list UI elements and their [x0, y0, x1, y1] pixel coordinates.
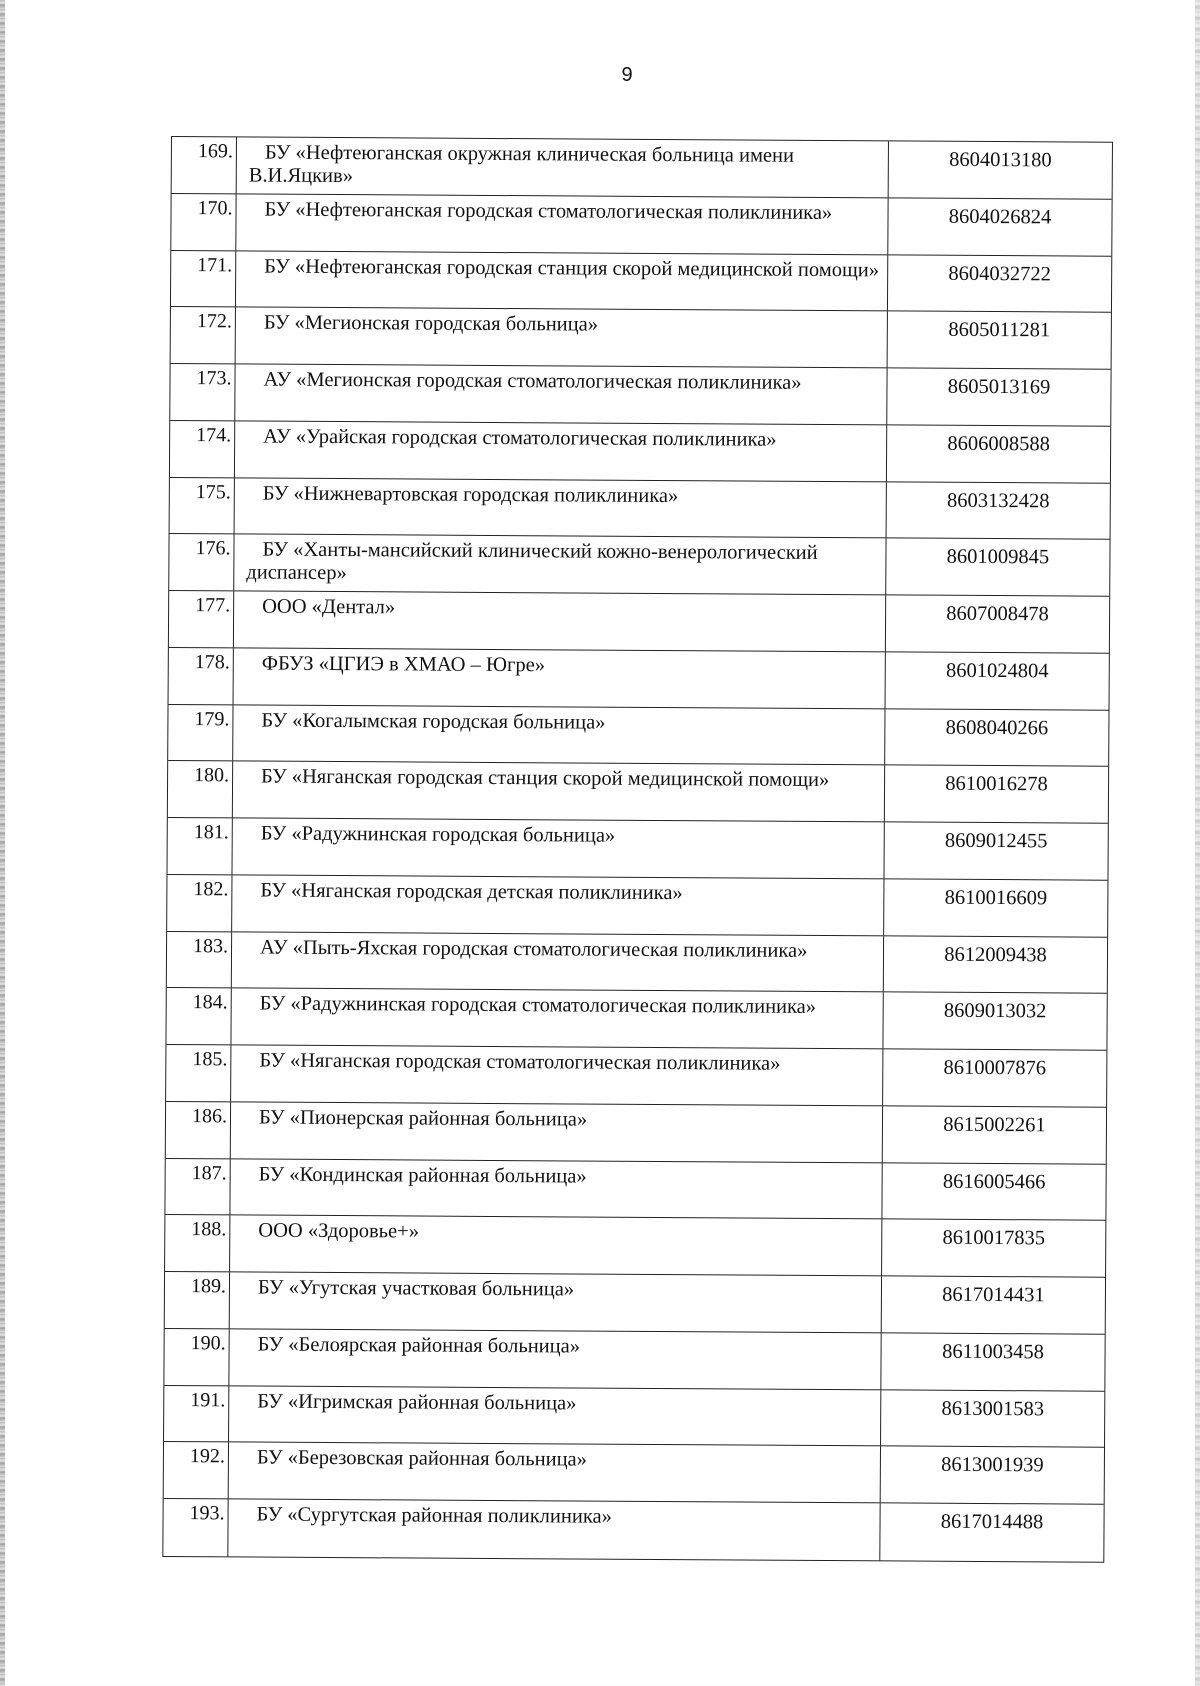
- table-row: [166, 1045, 1106, 1107]
- organization-name: БУ «Березовская районная больница»: [229, 1443, 881, 1503]
- organization-name: БУ «Кондинская районная больница»: [230, 1159, 882, 1219]
- organization-inn: 8604032722: [948, 262, 1051, 285]
- table-row: [165, 1272, 1105, 1334]
- organization-inn: 8611003458: [942, 1340, 1045, 1364]
- row-number: 180.: [168, 761, 233, 817]
- organization-name: БУ «Радужнинская городская больница»: [232, 818, 884, 878]
- organizations-table: [162, 136, 1113, 1562]
- table-row: [171, 251, 1111, 313]
- table-row: [163, 1499, 1103, 1561]
- row-number: 183.: [167, 931, 232, 987]
- row-number: 179.: [168, 704, 233, 760]
- organization-name: АУ «Урайская городская стоматологическая поликлиника»: [235, 421, 887, 481]
- organization-inn: 8610017835: [942, 1226, 1046, 1250]
- organization-name: БУ «Радужнинская городская стоматологическая поликлиника»: [231, 989, 883, 1049]
- scan-left-edge: [0, 0, 5, 1686]
- row-number: 171.: [171, 251, 236, 307]
- table-row: [164, 1385, 1104, 1447]
- organization-name: АУ «Пыть-Яхская городская стоматологическая поликлиника»: [232, 932, 884, 992]
- organization-name: БУ «Игримская районная больница»: [229, 1386, 881, 1446]
- organization-inn: 8616005466: [942, 1170, 1046, 1193]
- table-row: [169, 648, 1109, 710]
- table-row: [168, 761, 1108, 823]
- organization-inn: 8609013032: [943, 999, 1047, 1023]
- scan-right-edge: [1195, 0, 1200, 1686]
- organization-inn: 8610007876: [943, 1056, 1047, 1080]
- organization-name: БУ «Пионерская районная больница»: [231, 1102, 883, 1162]
- organization-inn: 8613001939: [941, 1453, 1044, 1477]
- row-number: 186.: [166, 1102, 231, 1158]
- organization-name: БУ «Сургутская районная поликлиника»: [228, 1499, 880, 1560]
- organization-name: БУ «Няганская городская стоматологическая поликлиника»: [231, 1045, 883, 1105]
- table-row: [164, 1442, 1104, 1504]
- row-number: 187.: [165, 1158, 230, 1214]
- organization-inn: 8607008478: [946, 602, 1049, 626]
- row-number: 172.: [171, 307, 236, 363]
- row-number: 185.: [166, 1045, 231, 1101]
- table-row: [165, 1215, 1105, 1277]
- page-number: 9: [621, 64, 633, 86]
- organization-inn: 8605011281: [948, 319, 1051, 342]
- table-row: [170, 421, 1110, 483]
- organization-inn: 8605013169: [947, 375, 1051, 399]
- table-row: [172, 137, 1112, 199]
- organization-name: ООО «Здоровье+»: [230, 1216, 882, 1276]
- organization-inn: 8612009438: [944, 943, 1047, 966]
- row-number: 193.: [163, 1499, 228, 1556]
- row-number: 189.: [165, 1272, 230, 1328]
- table-row: [165, 1158, 1105, 1220]
- organization-inn: 8610016278: [945, 772, 1048, 796]
- table-row: [167, 818, 1107, 880]
- organization-inn: 8610016609: [944, 886, 1048, 910]
- organization-inn: 8606008588: [947, 432, 1050, 456]
- organization-name: БУ «Угутская участковая больница»: [230, 1272, 882, 1332]
- row-number: 175.: [170, 477, 235, 533]
- table-row: [164, 1329, 1104, 1391]
- organization-inn: 8617014488: [940, 1510, 1044, 1534]
- organization-inn: 8609012455: [944, 829, 1048, 853]
- row-number: 188.: [165, 1215, 230, 1271]
- row-number: 177.: [169, 591, 234, 647]
- table-row: [168, 704, 1108, 766]
- organization-inn: 8603132428: [946, 489, 1050, 512]
- row-number: 170.: [171, 194, 236, 250]
- organization-inn: 8617014431: [942, 1283, 1045, 1307]
- organization-inn: 8615002261: [943, 1113, 1046, 1137]
- table-row: [170, 477, 1110, 539]
- organization-name: БУ «Нефтеюганская окружная клиническая больница имени В.И.Яцкив»: [237, 137, 889, 197]
- organization-inn: 8604026824: [948, 205, 1052, 229]
- row-number: 191.: [164, 1385, 229, 1441]
- organization-name: БУ «Нефтеюганская городская станция скорой медицинской помощи»: [236, 251, 888, 311]
- organization-name: БУ «Нижневартовская городская поликлиника»: [235, 478, 887, 538]
- organization-name: БУ «Когалымская городская больница»: [233, 705, 885, 765]
- table-row: [167, 875, 1107, 937]
- table-row: [170, 364, 1110, 426]
- table-row: [166, 988, 1106, 1050]
- row-number: 182.: [167, 875, 232, 931]
- organization-inn: 8604013180: [949, 148, 1052, 172]
- organization-name: БУ «Мегионская городская больница»: [236, 308, 888, 368]
- organization-inn: 8601024804: [945, 659, 1049, 683]
- table-row: [171, 307, 1111, 369]
- organization-name: БУ «Няганская городская детская поликлиника»: [232, 875, 884, 935]
- organization-inn: 8613001583: [941, 1397, 1045, 1420]
- table-row: [169, 591, 1109, 653]
- row-number: 169.: [172, 137, 237, 193]
- row-number: 192.: [164, 1442, 229, 1498]
- organization-name: БУ «Нефтеюганская городская стоматологическая поликлиника»: [236, 194, 888, 254]
- row-number: 174.: [170, 421, 235, 477]
- organization-name: ФБУЗ «ЦГИЭ в ХМАО – Югре»: [234, 648, 886, 708]
- row-number: 173.: [170, 364, 235, 420]
- table-row: [167, 931, 1107, 993]
- row-number: 184.: [166, 988, 231, 1044]
- row-number: 190.: [164, 1329, 229, 1385]
- table-row: [169, 534, 1109, 596]
- organization-inn: 8608040266: [945, 716, 1049, 739]
- organization-inn: 8601009845: [946, 545, 1050, 569]
- row-number: 181.: [167, 818, 232, 874]
- organization-name: ООО «Дентал»: [234, 591, 886, 651]
- row-number: 176.: [169, 534, 234, 590]
- row-number: 178.: [169, 648, 234, 704]
- organization-name: АУ «Мегионская городская стоматологическая поликлиника»: [235, 364, 887, 424]
- table-row: [166, 1102, 1106, 1164]
- organization-name: БУ «Няганская городская станция скорой медицинской помощи»: [233, 762, 885, 822]
- table-row: [171, 194, 1111, 256]
- organization-name: БУ «Ханты-мансийский клинический кожно-венерологический диспансер»: [234, 535, 886, 595]
- organization-name: БУ «Белоярская районная больница»: [229, 1329, 881, 1389]
